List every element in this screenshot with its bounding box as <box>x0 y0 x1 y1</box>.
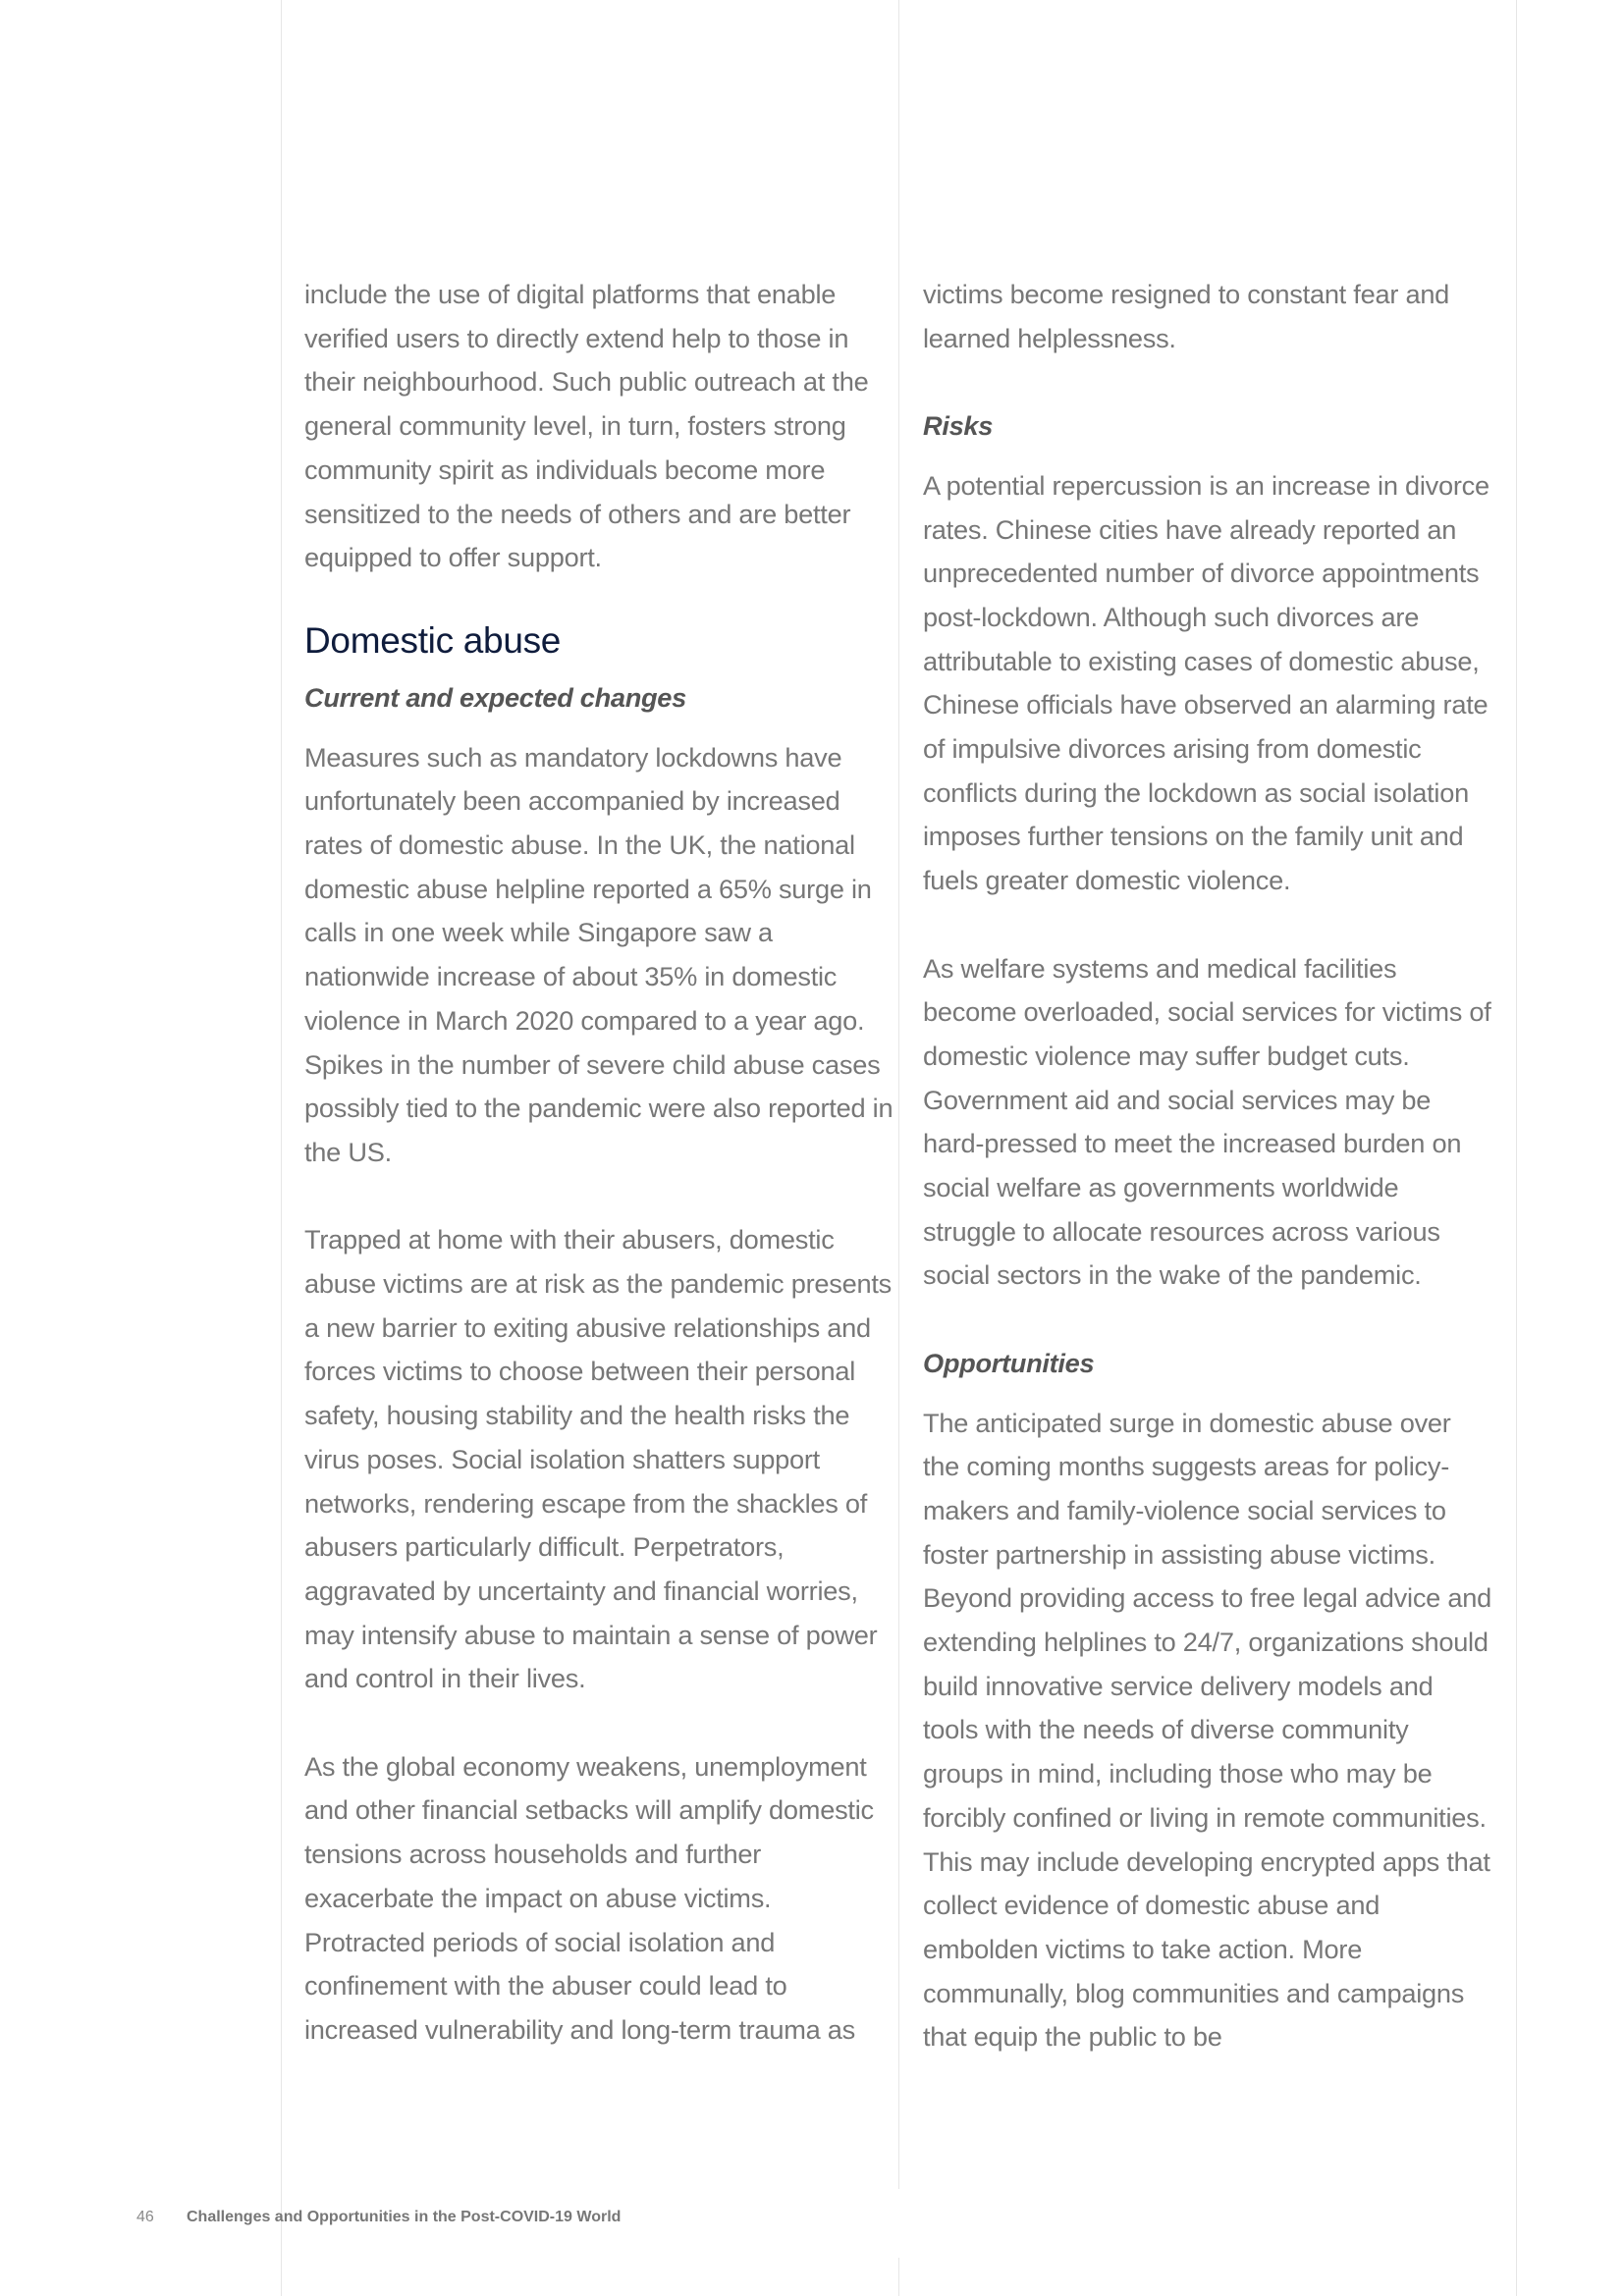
column-rule-middle <box>898 0 899 2296</box>
column-rule-left <box>281 0 282 2296</box>
subheading-risks: Risks <box>923 410 994 442</box>
page-number: 46 <box>136 2209 154 2225</box>
continuation-paragraph: victims become resigned to constant fear and learned helplessness. <box>923 279 1450 353</box>
body-paragraph: A potential repercussion is an increase in divorce rates. Chinese cities have already reported an unprecedented number of divorce appointments post-lockdown. Although such divorces are attributable to existing cases of domestic abuse, Chinese officials have observed an alarming rate of impulsive divorces arising from domestic conflicts during the lockdown as social isolation imposes further tensions on the family unit and fuels greater domestic violence. <box>923 469 1489 896</box>
left-column <box>304 273 893 2053</box>
subheading-current-changes: Current and expected changes <box>304 681 686 713</box>
body-paragraph: Measures such as mandatory lockdowns have unfortunately been accompanied by increased rates of domestic abuse. In the UK, the national domestic abuse helpline reported a 65% surge in calls in one week while Singapore saw a nationwide increase of about 35% in domestic violence in March 2020 compared to a year ago. Spikes in the number of severe child abuse cases possibly tied to the pandemic were also reported in the US. <box>304 741 893 1167</box>
right-column <box>923 273 1492 2059</box>
subheading-opportunities: Opportunities <box>923 1347 1095 1378</box>
footer-title: Challenges and Opportunities in the Post-COVID-19 World <box>187 2209 622 2225</box>
body-paragraph: The anticipated surge in domestic abuse over the coming months suggests areas for policy-makers and family-violence social services to foster partnership in assisting abuse victims. Beyond providing access to free legal advice and extending helplines to 24/7, organizations should build innovative service delivery models and tools with the needs of diverse community groups in mind, including those who may be forcibly confined or living in remote communities. This may include developing encrypted apps that collect evidence of domestic abuse and embolden victims to take action. More communally, blog communities and campaigns that equip the public to be <box>923 1407 1491 2053</box>
page-footer <box>0 2209 1624 2238</box>
section-heading: Domestic abuse <box>304 619 562 661</box>
body-paragraph: As welfare systems and medical facilities become overloaded, social services for victims of domestic violence may suffer budget cuts. Government aid and social services may be hard-pressed to meet the increased burden on social welfare as governments worldwide struggle to allocate resources across various social sectors in the wake of the pandemic. <box>923 952 1491 1291</box>
column-rule-right <box>1516 0 1517 2296</box>
body-paragraph: Trapped at home with their abusers, domestic abuse victims are at risk as the pandemic presents a new barrier to exiting abusive relationships and forces victims to choose between their personal safety, housing stability and the health risks the virus poses. Social isolation shatters support networks, rendering escape from the shackles of abusers particularly difficult. Perpetrators, aggravated by uncertainty and financial worries, may intensify abuse to maintain a sense of power and control in their lives. <box>304 1224 892 1694</box>
body-paragraph: As the global economy weakens, unemployment and other financial setbacks will amplify domestic tensions across households and further exacerbate the impact on abuse victims. Protracted periods of social isolation and confinement with the abuser could lead to increased vulnerability and long-term trauma as <box>304 1750 874 2045</box>
intro-paragraph: include the use of digital platforms that enable verified users to directly extend help to those in their neighbourhood. Such public outreach at the general community level, in turn, fosters strong community spirit as individuals become more sensitized to the needs of others and are better equipped to offer support. <box>304 279 869 573</box>
